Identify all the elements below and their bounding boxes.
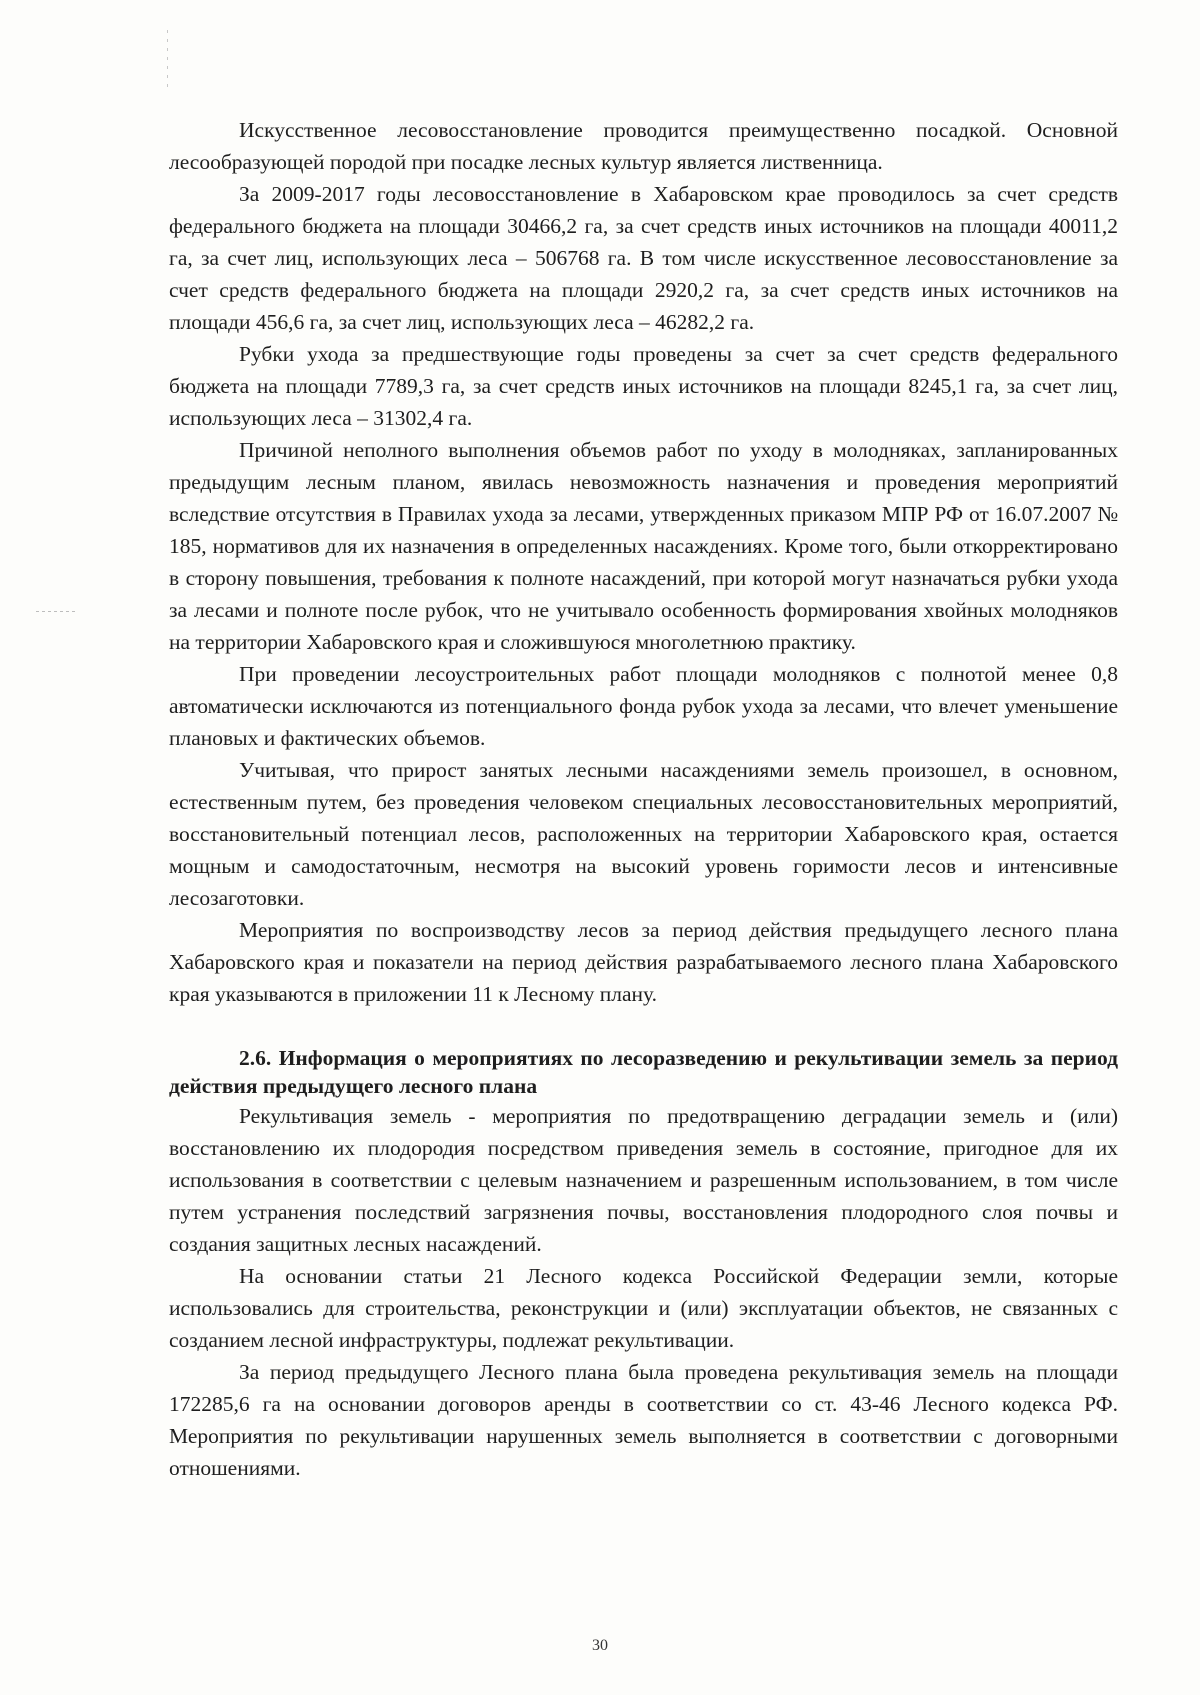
scan-artifact-mark xyxy=(167,30,168,90)
paragraph: Рубки ухода за предшествующие годы проведены за счет за счет средств федерального бюджета на площади 7789,3 га, за счет средств иных источников на площади 8245,1 га, за счет лиц, использующих леса – 31302,4 га. xyxy=(169,342,1118,430)
paragraph: За 2009-2017 годы лесовосстановление в Хабаровском крае проводилось за счет средств федерального бюджета на площади 30466,2 га, за счет средств иных источников на площади 40011,2 га, за счет лиц, использующих леса – 506768 га. В том числе искусственное лесовосстановление за счет средств федерального бюджета на площади 2920,2 га, за счет средств иных источников на площади 456,6 га, за счет лиц, использующих леса – 46282,2 га. xyxy=(169,182,1118,334)
section-heading: 2.6. Информация о мероприятиях по лесоразведению и рекультивации земель за период действия предыдущего лесного плана xyxy=(169,1046,1118,1098)
paragraph: Мероприятия по воспроизводству лесов за период действия предыдущего лесного плана Хабаровского края и показатели на период действия разрабатываемого лесного плана Хабаровского края указываются в приложении 11 к Лесному плану. xyxy=(169,918,1118,1006)
page-number: 30 xyxy=(592,1637,608,1654)
paragraph: При проведении лесоустроительных работ площади молодняков с полнотой менее 0,8 автоматически исключаются из потенциального фонда рубок ухода за лесами, что влечет уменьшение плановых и фактических объемов. xyxy=(169,662,1118,750)
paragraph: На основании статьи 21 Лесного кодекса Российской Федерации земли, которые использовались для строительства, реконструкции и (или) эксплуатации объектов, не связанных с созданием лесной инфраструктуры, подлежат рекультивации. xyxy=(169,1264,1118,1352)
paragraph: Причиной неполного выполнения объемов работ по уходу в молодняках, запланированных предыдущим лесным планом, явилась невозможность назначения и проведения мероприятий вследствие отсутствия в Правилах ухода за лесами, утвержденных приказом МПР РФ от 16.07.2007 № 185, нормативов для их назначения в определенных насаждениях. Кроме того, были откорректировано в сторону повышения, требования к полноте насаждений, при которой могут назначаться рубки ухода за лесами и полноте после рубок, что не учитывало особенность формирования хвойных молодняков на территории Хабаровского края и сложившуюся многолетнюю практику. xyxy=(169,438,1118,654)
paragraph: Искусственное лесовосстановление проводится преимущественно посадкой. Основной лесообразующей породой при посадке лесных культур является лиственница. xyxy=(169,118,1118,174)
scan-artifact-mark xyxy=(36,611,78,612)
document-body xyxy=(169,114,1118,1484)
paragraph: Учитывая, что прирост занятых лесными насаждениями земель произошел, в основном, естественным путем, без проведения человеком специальных лесовосстановительных мероприятий, восстановительный потенциал лесов, расположенных на территории Хабаровского края, остается мощным и самодостаточным, несмотря на высокий уровень горимости лесов и интенсивные лесозаготовки. xyxy=(169,758,1118,910)
paragraph: Рекультивация земель - мероприятия по предотвращению деградации земель и (или) восстановлению их плодородия посредством приведения земель в состояние, пригодное для их использования в соответствии с целевым назначением и разрешенным использованием, в том числе путем устранения последствий загрязнения почвы, восстановления плодородного слоя почвы и создания защитных лесных насаждений. xyxy=(169,1104,1118,1256)
paragraph: За период предыдущего Лесного плана была проведена рекультивация земель на площади 172285,6 га на основании договоров аренды в соответствии со ст. 43-46 Лесного кодекса РФ. Мероприятия по рекультивации нарушенных земель выполняется в соответствии с договорными отношениями. xyxy=(169,1360,1118,1480)
